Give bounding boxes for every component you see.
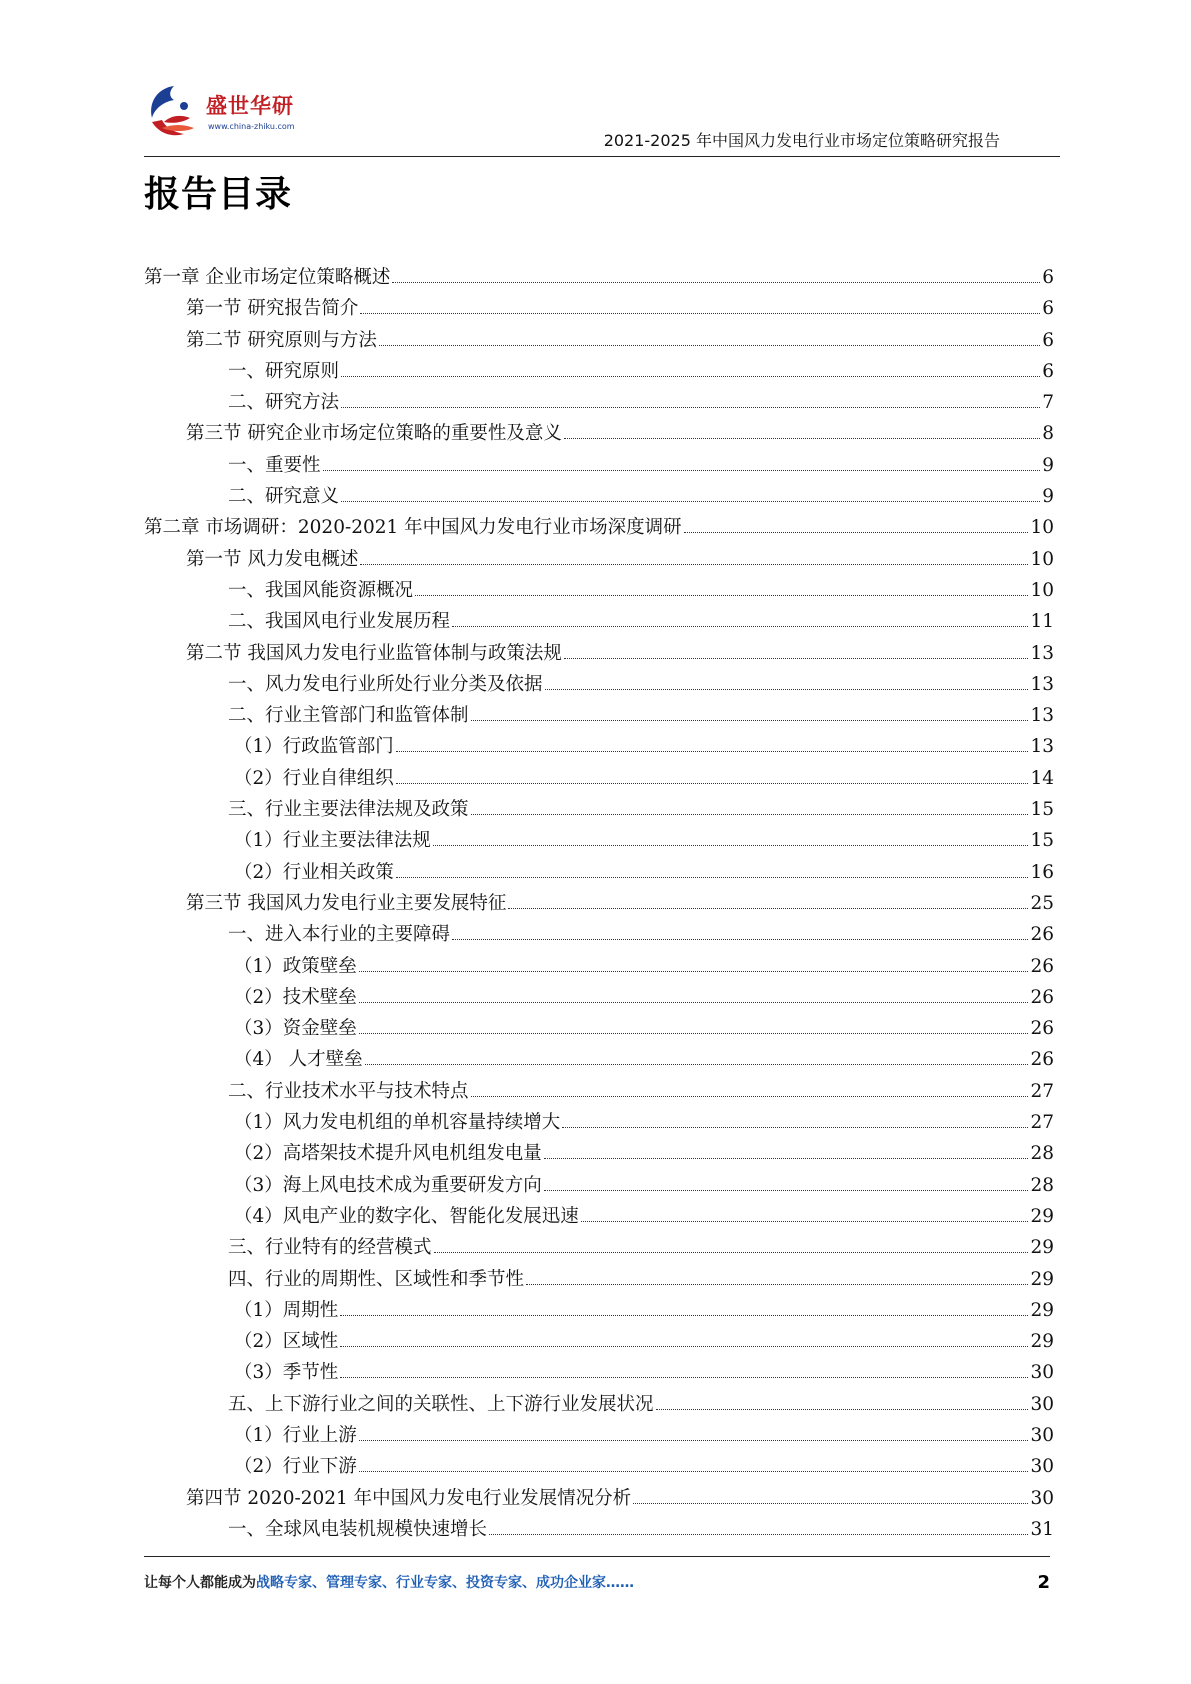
toc-entry-title: 第四节 2020-2021 年中国风力发电行业发展情况分析 bbox=[186, 1487, 632, 1509]
toc-entry-page: 15 bbox=[1030, 799, 1054, 821]
toc-entry[interactable] bbox=[144, 450, 1054, 481]
toc-dot-leader bbox=[392, 282, 1040, 283]
toc-entry[interactable] bbox=[144, 982, 1054, 1013]
toc-entry[interactable] bbox=[144, 512, 1054, 543]
toc-entry-title: 第二节 研究原则与方法 bbox=[186, 329, 377, 351]
toc-entry[interactable] bbox=[144, 1483, 1054, 1514]
toc-entry[interactable] bbox=[144, 293, 1054, 324]
toc-entry-title: （3）海上风电技术成为重要研发方向 bbox=[234, 1174, 542, 1196]
toc-entry[interactable] bbox=[144, 700, 1054, 731]
toc-dot-leader bbox=[544, 1190, 1029, 1191]
toc-entry-title: （1）风力发电机组的单机容量持续增大 bbox=[234, 1112, 561, 1134]
table-of-contents bbox=[144, 262, 1054, 1545]
toc-entry-page: 30 bbox=[1030, 1424, 1054, 1446]
toc-entry-title: 三、行业特有的经营模式 bbox=[228, 1237, 432, 1259]
toc-entry-title: 第一节 研究报告简介 bbox=[186, 298, 359, 320]
toc-entry[interactable] bbox=[144, 1201, 1054, 1232]
toc-dot-leader bbox=[359, 1471, 1029, 1472]
toc-dot-leader bbox=[341, 407, 1040, 408]
toc-entry-page: 29 bbox=[1030, 1268, 1054, 1290]
toc-entry-title: （1）周期性 bbox=[234, 1299, 339, 1321]
toc-entry-page: 15 bbox=[1030, 830, 1054, 852]
toc-entry-page: 13 bbox=[1030, 642, 1054, 664]
toc-dot-leader bbox=[452, 939, 1028, 940]
toc-dot-leader bbox=[471, 720, 1029, 721]
footer-divider bbox=[144, 1556, 1050, 1557]
toc-entry[interactable] bbox=[144, 1295, 1054, 1326]
toc-entry[interactable] bbox=[144, 669, 1054, 700]
toc-dot-leader bbox=[564, 438, 1040, 439]
toc-entry-title: 二、行业主管部门和监管体制 bbox=[228, 705, 469, 727]
toc-entry-page: 6 bbox=[1042, 267, 1054, 288]
header-divider bbox=[144, 156, 1060, 157]
toc-dot-leader bbox=[340, 1315, 1028, 1316]
toc-entry[interactable] bbox=[144, 1138, 1054, 1169]
toc-dot-leader bbox=[656, 1409, 1029, 1410]
toc-dot-leader bbox=[564, 658, 1029, 659]
toc-entry[interactable] bbox=[144, 1107, 1054, 1138]
toc-entry-page: 29 bbox=[1030, 1237, 1054, 1259]
toc-entry-page: 30 bbox=[1030, 1362, 1054, 1384]
toc-entry[interactable] bbox=[144, 481, 1054, 512]
toc-entry[interactable] bbox=[144, 1232, 1054, 1263]
toc-dot-leader bbox=[415, 595, 1028, 596]
toc-entry-page: 29 bbox=[1030, 1331, 1054, 1353]
toc-dot-leader bbox=[323, 470, 1041, 471]
toc-entry-page: 28 bbox=[1030, 1143, 1054, 1165]
toc-entry-title: （2）行业相关政策 bbox=[234, 861, 394, 883]
toc-entry-title: （1）行业上游 bbox=[234, 1424, 357, 1446]
footer-slogan bbox=[144, 1572, 634, 1592]
toc-entry[interactable] bbox=[144, 1389, 1054, 1420]
toc-entry-title: （2）区域性 bbox=[234, 1331, 339, 1353]
page-footer bbox=[144, 1572, 1050, 1602]
toc-entry-title: （3）季节性 bbox=[234, 1362, 339, 1384]
toc-dot-leader bbox=[471, 814, 1029, 815]
toc-dot-leader bbox=[471, 1096, 1029, 1097]
toc-entry-page: 14 bbox=[1030, 767, 1054, 789]
toc-entry-page: 13 bbox=[1030, 673, 1054, 695]
toc-entry-page: 27 bbox=[1030, 1080, 1054, 1102]
toc-entry[interactable] bbox=[144, 888, 1054, 919]
toc-entry-title: （4）风电产业的数字化、智能化发展迅速 bbox=[234, 1205, 579, 1227]
company-logo bbox=[144, 82, 344, 150]
toc-dot-leader bbox=[544, 1158, 1029, 1159]
toc-entry[interactable] bbox=[144, 1451, 1054, 1482]
toc-entry-page: 6 bbox=[1042, 329, 1054, 351]
toc-entry[interactable] bbox=[144, 638, 1054, 669]
toc-dot-leader bbox=[359, 1002, 1029, 1003]
toc-entry-page: 10 bbox=[1030, 579, 1054, 601]
toc-entry-title: 四、行业的周期性、区域性和季节性 bbox=[228, 1268, 525, 1290]
toc-entry-title: （2）行业下游 bbox=[234, 1456, 357, 1478]
toc-entry[interactable] bbox=[144, 544, 1054, 575]
toc-dot-leader bbox=[340, 1377, 1028, 1378]
toc-entry-title: 一、进入本行业的主要障碍 bbox=[228, 924, 451, 946]
toc-dot-leader bbox=[526, 1284, 1028, 1285]
toc-entry-title: 第一章 企业市场定位策略概述 bbox=[144, 267, 391, 288]
toc-entry-title: 第一节 风力发电概述 bbox=[186, 548, 359, 570]
report-header-title: 2021-2025 年中国风力发电行业市场定位策略研究报告 bbox=[603, 131, 1000, 150]
toc-entry-page: 7 bbox=[1042, 392, 1054, 414]
toc-dot-leader bbox=[359, 971, 1029, 972]
toc-entry-page: 6 bbox=[1042, 360, 1054, 382]
toc-entry-title: （1）行业主要法律法规 bbox=[234, 830, 431, 852]
toc-dot-leader bbox=[341, 501, 1040, 502]
toc-dot-leader bbox=[433, 845, 1029, 846]
toc-dot-leader bbox=[581, 1221, 1029, 1222]
toc-entry[interactable] bbox=[144, 731, 1054, 762]
toc-entry-page: 28 bbox=[1030, 1174, 1054, 1196]
toc-entry-title: （2）行业自律组织 bbox=[234, 767, 394, 789]
toc-entry[interactable] bbox=[144, 919, 1054, 950]
toc-entry-page: 27 bbox=[1030, 1112, 1054, 1134]
toc-dot-leader bbox=[633, 1503, 1028, 1504]
toc-entry-title: 第三节 我国风力发电行业主要发展特征 bbox=[186, 892, 507, 914]
toc-dot-leader bbox=[360, 564, 1028, 565]
toc-entry-page: 6 bbox=[1042, 298, 1054, 320]
toc-entry-title: 一、研究原则 bbox=[228, 360, 340, 382]
page-title: 报告目录 bbox=[144, 174, 293, 215]
toc-entry-title: （3）资金壁垒 bbox=[234, 1018, 357, 1040]
toc-entry-title: 五、上下游行业之间的关联性、上下游行业发展状况 bbox=[228, 1393, 654, 1415]
toc-dot-leader bbox=[434, 1252, 1029, 1253]
toc-dot-leader bbox=[340, 1346, 1028, 1347]
toc-dot-leader bbox=[562, 1127, 1028, 1128]
toc-entry-page: 26 bbox=[1030, 955, 1054, 977]
toc-entry-title: 一、全球风电装机规模快速增长 bbox=[228, 1518, 488, 1540]
toc-entry[interactable] bbox=[144, 606, 1054, 637]
toc-entry-title: 二、研究意义 bbox=[228, 486, 340, 508]
footer-slogan-accent: 战略专家、管理专家、行业专家、投资专家、成功企业家…… bbox=[256, 1575, 634, 1591]
toc-entry-title: （1）行政监管部门 bbox=[234, 736, 394, 758]
toc-entry-title: （1）政策壁垒 bbox=[234, 955, 357, 977]
toc-dot-leader bbox=[341, 376, 1040, 377]
toc-dot-leader bbox=[359, 1440, 1029, 1441]
toc-entry[interactable] bbox=[144, 1170, 1054, 1201]
toc-entry[interactable] bbox=[144, 356, 1054, 387]
toc-entry[interactable] bbox=[144, 794, 1054, 825]
toc-entry-title: 第二章 市场调研：2020-2021 年中国风力发电行业市场深度调研 bbox=[144, 517, 682, 539]
toc-entry-page: 26 bbox=[1030, 986, 1054, 1008]
toc-entry-page: 10 bbox=[1030, 517, 1054, 539]
toc-entry-title: 二、研究方法 bbox=[228, 392, 340, 414]
toc-entry-page: 8 bbox=[1042, 423, 1054, 445]
toc-entry[interactable] bbox=[144, 387, 1054, 418]
toc-entry-title: 二、我国风电行业发展历程 bbox=[228, 611, 451, 633]
toc-entry[interactable] bbox=[144, 1013, 1054, 1044]
toc-entry-page: 26 bbox=[1030, 924, 1054, 946]
toc-entry-title: 一、我国风能资源概况 bbox=[228, 579, 414, 601]
toc-entry[interactable] bbox=[144, 857, 1054, 888]
toc-entry[interactable] bbox=[144, 1514, 1054, 1545]
toc-entry[interactable] bbox=[144, 1264, 1054, 1295]
toc-dot-leader bbox=[365, 1064, 1029, 1065]
toc-entry-page: 13 bbox=[1030, 736, 1054, 758]
toc-entry-page: 26 bbox=[1030, 1049, 1054, 1071]
toc-entry-title: 二、行业技术水平与技术特点 bbox=[228, 1080, 469, 1102]
toc-entry-title: 三、行业主要法律法规及政策 bbox=[228, 799, 469, 821]
toc-entry-title: （2）技术壁垒 bbox=[234, 986, 357, 1008]
toc-entry-page: 11 bbox=[1030, 611, 1054, 633]
toc-dot-leader bbox=[396, 751, 1029, 752]
toc-entry-title: （2）高塔架技术提升风电机组发电量 bbox=[234, 1143, 542, 1165]
toc-dot-leader bbox=[452, 626, 1028, 627]
toc-entry-page: 25 bbox=[1030, 892, 1054, 914]
page-header bbox=[144, 82, 1060, 160]
toc-entry[interactable] bbox=[144, 325, 1054, 356]
toc-entry[interactable] bbox=[144, 262, 1054, 293]
toc-entry-page: 26 bbox=[1030, 1018, 1054, 1040]
toc-entry-title: （4） 人才壁垒 bbox=[234, 1049, 363, 1071]
toc-entry-page: 13 bbox=[1030, 705, 1054, 727]
toc-entry-title: 第三节 研究企业市场定位策略的重要性及意义 bbox=[186, 423, 562, 445]
toc-entry[interactable] bbox=[144, 1044, 1054, 1075]
toc-entry-title: 第二节 我国风力发电行业监管体制与政策法规 bbox=[186, 642, 562, 664]
logo-url: www.china-zhiku.com bbox=[208, 122, 295, 131]
toc-entry-page: 30 bbox=[1030, 1393, 1054, 1415]
toc-dot-leader bbox=[508, 908, 1028, 909]
toc-entry[interactable] bbox=[144, 1357, 1054, 1388]
toc-dot-leader bbox=[379, 345, 1040, 346]
toc-entry-page: 10 bbox=[1030, 548, 1054, 570]
toc-dot-leader bbox=[359, 1033, 1029, 1034]
toc-entry[interactable] bbox=[144, 951, 1054, 982]
footer-slogan-prefix: 让每个人都能成为 bbox=[144, 1575, 256, 1591]
toc-entry[interactable] bbox=[144, 763, 1054, 794]
toc-entry-title: 一、风力发电行业所处行业分类及依据 bbox=[228, 673, 543, 695]
toc-dot-leader bbox=[489, 1534, 1028, 1535]
toc-entry-page: 16 bbox=[1030, 861, 1054, 883]
toc-entry[interactable] bbox=[144, 1420, 1054, 1451]
toc-entry-page: 29 bbox=[1030, 1205, 1054, 1227]
toc-entry-page: 30 bbox=[1030, 1456, 1054, 1478]
toc-entry-page: 31 bbox=[1030, 1518, 1054, 1540]
page-number: 2 bbox=[1037, 1572, 1050, 1593]
toc-entry-page: 29 bbox=[1030, 1299, 1054, 1321]
logo-emblem-icon bbox=[144, 82, 206, 144]
toc-entry-page: 9 bbox=[1042, 486, 1054, 508]
toc-dot-leader bbox=[396, 783, 1029, 784]
toc-entry[interactable] bbox=[144, 1076, 1054, 1107]
toc-entry[interactable] bbox=[144, 418, 1054, 449]
toc-dot-leader bbox=[545, 689, 1029, 690]
toc-entry-page: 9 bbox=[1042, 454, 1054, 476]
toc-entry[interactable] bbox=[144, 825, 1054, 856]
toc-dot-leader bbox=[360, 313, 1040, 314]
toc-entry-title: 一、重要性 bbox=[228, 454, 321, 476]
logo-name: 盛世华研 bbox=[206, 94, 294, 118]
toc-entry[interactable] bbox=[144, 575, 1054, 606]
toc-dot-leader bbox=[684, 532, 1029, 533]
toc-entry[interactable] bbox=[144, 1326, 1054, 1357]
toc-dot-leader bbox=[396, 877, 1029, 878]
toc-entry-page: 30 bbox=[1030, 1487, 1054, 1509]
